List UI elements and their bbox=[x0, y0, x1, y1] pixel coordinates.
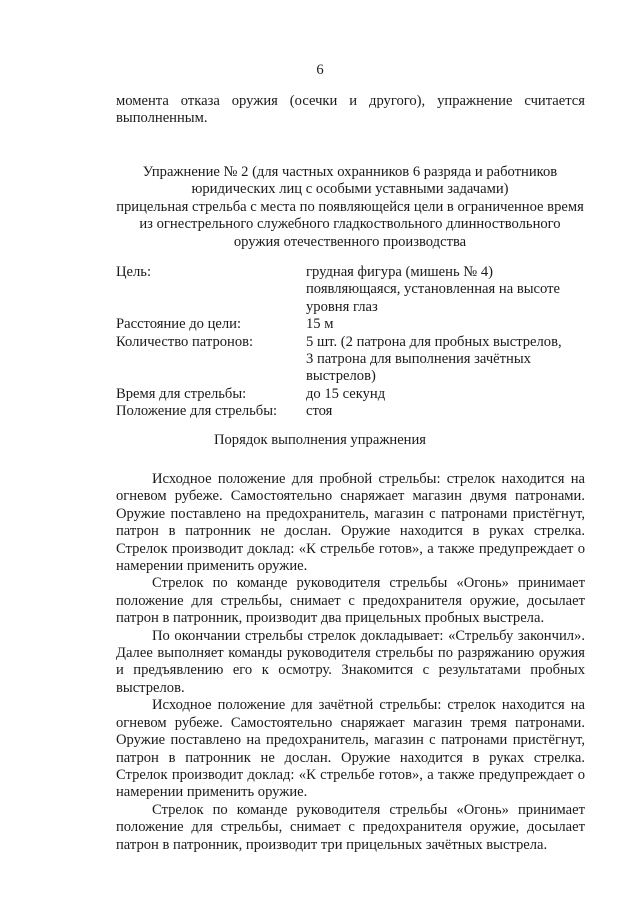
procedure-text bbox=[116, 471, 585, 854]
param-value bbox=[306, 334, 576, 386]
param-value-line: грудная фигура (мишень № 4) bbox=[306, 264, 493, 280]
section-title: Порядок выполнения упражнения bbox=[213, 432, 427, 448]
param-value-line: появляющаяся, установленная на высоте bbox=[306, 281, 560, 298]
intro-text: момента отказа оружия (осечки и другого), упражнение считается выполненным. bbox=[116, 93, 585, 127]
body-paragraph: Исходное положение для зачётной стрельбы: стрелок находится на огневом рубеже. Самостоятельно снаряжает магазин тремя патронами. Оружие поставлено на предохранитель, магазин с патронами пристёгнут, патрон в патронник не дослан. Оружие находится в руках стрелка. Стрелок производит доклад: «К стрельбе готов», а также предупреждает о намерении применить оружие. bbox=[116, 697, 585, 801]
body-paragraph: Стрелок по команде руководителя стрельбы «Огонь» принимает положение для стрельбы, снимает с предохранителя оружие, досылает патрон в патронник, производит два прицельных пробных выстрела. bbox=[116, 575, 585, 627]
param-row-position bbox=[116, 403, 586, 420]
intro-paragraph bbox=[116, 93, 585, 128]
param-value-line: стоя bbox=[306, 403, 333, 420]
param-row-cartridges bbox=[116, 334, 586, 386]
param-label: Цель: bbox=[116, 264, 152, 280]
param-label: Время для стрельбы: bbox=[116, 385, 247, 402]
param-value bbox=[306, 264, 576, 316]
param-value-line: 5 шт. (2 патрона для пробных выстрелов, bbox=[306, 333, 562, 350]
heading-line: прицельная стрельба с места по появляющейся цели в ограниченное время bbox=[116, 198, 584, 215]
exercise-heading bbox=[110, 164, 590, 251]
param-label: Количество патронов: bbox=[116, 333, 254, 350]
param-value bbox=[306, 316, 576, 333]
param-row-distance bbox=[116, 316, 586, 333]
body-paragraph: Стрелок по команде руководителя стрельбы «Огонь» принимает положение для стрельбы, снимает с предохранителя оружие, досылает патрон в патронник, производит три прицельных зачётных выстрела. bbox=[116, 801, 585, 853]
param-value-line: уровня глаз bbox=[306, 298, 378, 315]
heading-line: из огнестрельного служебного гладкоствольного длинноствольного bbox=[139, 216, 561, 233]
page-number: 6 bbox=[316, 62, 324, 78]
param-label: Положение для стрельбы: bbox=[116, 403, 278, 420]
param-value bbox=[306, 386, 576, 403]
param-row-target bbox=[116, 264, 586, 316]
param-value-line: 3 патрона для выполнения зачётных bbox=[306, 351, 531, 368]
param-value-line: выстрелов) bbox=[306, 368, 376, 385]
heading-line: юридических лиц с особыми уставными задачами) bbox=[191, 181, 509, 198]
param-label: Расстояние до цели: bbox=[116, 316, 242, 333]
param-value-line: до 15 секунд bbox=[306, 385, 386, 402]
param-value bbox=[306, 403, 576, 420]
param-value-line: 15 м bbox=[306, 316, 334, 333]
heading-line: Упражнение № 2 (для частных охранников 6 разряда и работников bbox=[142, 164, 558, 180]
body-paragraph: Исходное положение для пробной стрельбы: стрелок находится на огневом рубеже. Самостоятельно снаряжает магазин двумя патронами. Оружие поставлено на предохранитель, магазин с патронами пристёгнут, патрон в патронник не дослан. Оружие находится в руках стрелка. Стрелок производит доклад: «К стрельбе готов», а также предупреждает о намерении применить оружие. bbox=[116, 471, 585, 575]
param-row-time bbox=[116, 386, 586, 403]
exercise-parameters bbox=[116, 264, 586, 421]
heading-line: оружия отечественного производства bbox=[233, 233, 467, 250]
body-paragraph: По окончании стрельбы стрелок докладывает: «Стрельбу закончил». Далее выполняет команды руководителя стрельбы по разряжанию оружия и предъявлению его к осмотру. Знакомится с результатами пробных выстрелов. bbox=[116, 627, 585, 696]
